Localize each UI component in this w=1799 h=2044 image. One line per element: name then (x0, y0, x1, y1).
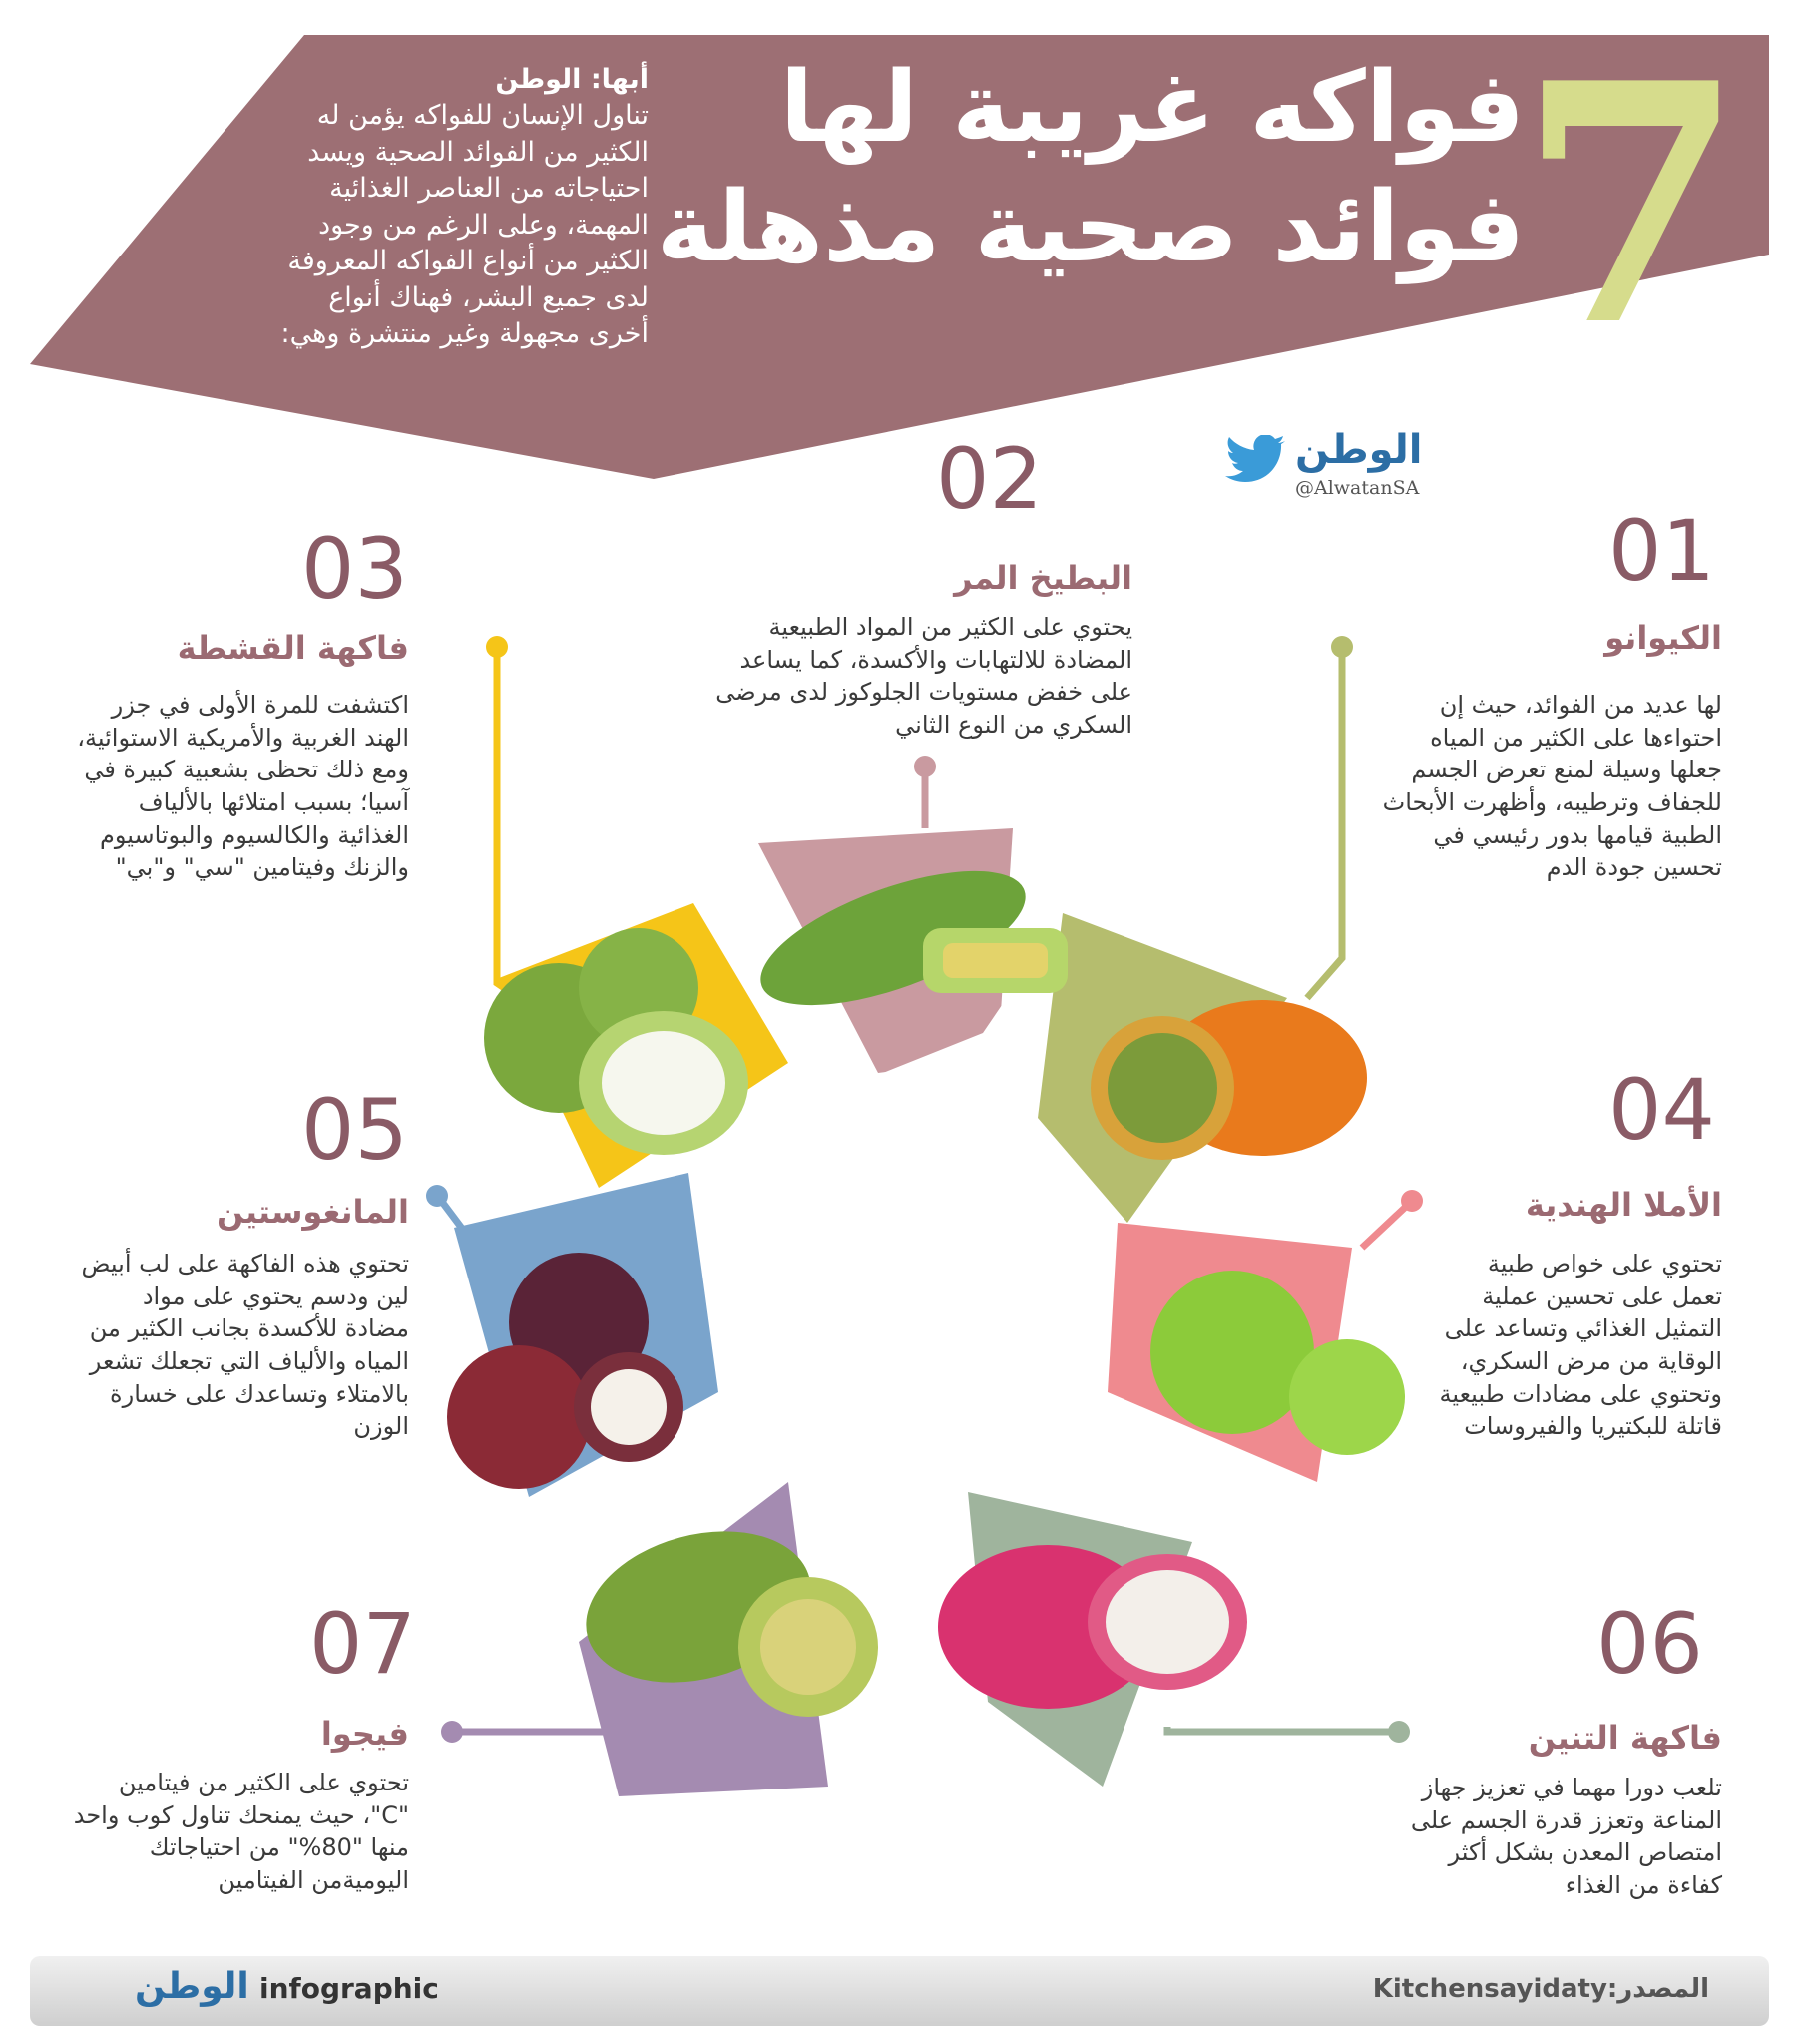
fruit-title: فاكهة التنين (1528, 1719, 1722, 1757)
title-line-1: فواكه غريبة لها (779, 51, 1525, 165)
title-line-2: فوائد صحية مذهلة (656, 171, 1525, 284)
intro-text: تناول الإنسان للفواكه يؤمن له الكثير من الفوائد الصحية ويسد احتياجاته من العناصر الغذائية المهمة، وعلى الرغم من وجود الكثير من أنواع الفواكه المعروفة لدى جميع البشر، فهناك أنواع أخرى مجهولة وغير منتشرة وهي: (280, 100, 649, 350)
fruit-title: فاكهة القشطة (177, 629, 409, 667)
fruit-number: 03 (301, 520, 408, 618)
brand-handle: @AlwatanSA (1295, 477, 1420, 499)
fruit-title: الكيوانو (1604, 619, 1722, 657)
fruit-description: تحتوي على الكثير من فيتامين "C"، حيث يمنحك تناول كوب واحد منها "80%" من احتياجاتك اليوميةمن الفيتامين (73, 1769, 409, 1894)
fruit-title: المانغوستين (217, 1193, 409, 1231)
footer-bar (30, 1956, 1769, 2026)
fruit-title: البطيخ المر (954, 559, 1132, 597)
fruit-description: تحتوي على خواص طبية تعمل على تحسين عملية التمثيل الغذائي وتساعد على الوقاية من مرض السكري، وتحتوي على مضادات طبيعية قاتلة للبكتيريا والفيروسات (1439, 1250, 1722, 1441)
fruit-number: 04 (1608, 1061, 1715, 1159)
title-number: 7 (1517, 11, 1746, 398)
fruit-description: اكتشفت للمرة الأولى في جزر الهند الغربية والأمريكية الاستوائية، ومع ذلك تحظى بشعبية كبيرة في آسيا؛ بسبب امتلائها بالألياف الغذائية والكالسيوم والبوتاسيوم والزنك وفيتامين "سي" و"بي" (77, 691, 409, 882)
fruit-number: 01 (1608, 502, 1715, 600)
footer-source: المصدر:Kitchensayidaty (1372, 1974, 1709, 2004)
fruit-title: فيجوا (320, 1715, 409, 1753)
fruit-number: 07 (309, 1595, 416, 1693)
fruit-description: يحتوي على الكثير من المواد الطبيعية المضادة للالتهابات والأكسدة، كما يساعد على خفض مستويات الجلوكوز لدى مرضى السكري من النوع الثاني (715, 613, 1132, 739)
fruit-description: لها عديد من الفوائد، حيث إن احتواءها على الكثير من المياه جعلها وسيلة لمنع تعرض الجسم للجفاف وترطيبه، وأظهرت الأبحاث الطبية قيامها بدور رئيسي في تحسين جودة الدم (1382, 691, 1722, 882)
fruit-description: تلعب دورا مهما في تعزيز جهاز المناعة وتعزز قدرة الجسم على امتصاص المعدن بشكل أكثر كفاءة من الغذاء (1410, 1774, 1722, 1899)
footer-logo: الوطن (135, 1966, 249, 2007)
fruit-number: 02 (936, 430, 1043, 528)
fruit-number: 06 (1596, 1595, 1703, 1693)
brand-name: الوطن (1295, 427, 1423, 473)
fruit-number: 05 (301, 1081, 408, 1179)
fruit-description: تحتوي هذه الفاكهة على لب أبيض لين ودسم يحتوي على مواد مضادة للأكسدة بجانب الكثير من المياه والألياف التي تجعلك تشعر بالامتلاء وتساعدك على خسارة الوزن (81, 1250, 409, 1441)
kiwano-image (1091, 1000, 1367, 1160)
footer-infographic-label: infographic (259, 1972, 439, 2005)
fruit-title: الأملا الهندية (1525, 1186, 1722, 1224)
dragon-fruit-image (938, 1545, 1247, 1709)
byline: أبها: الوطن (495, 64, 649, 95)
